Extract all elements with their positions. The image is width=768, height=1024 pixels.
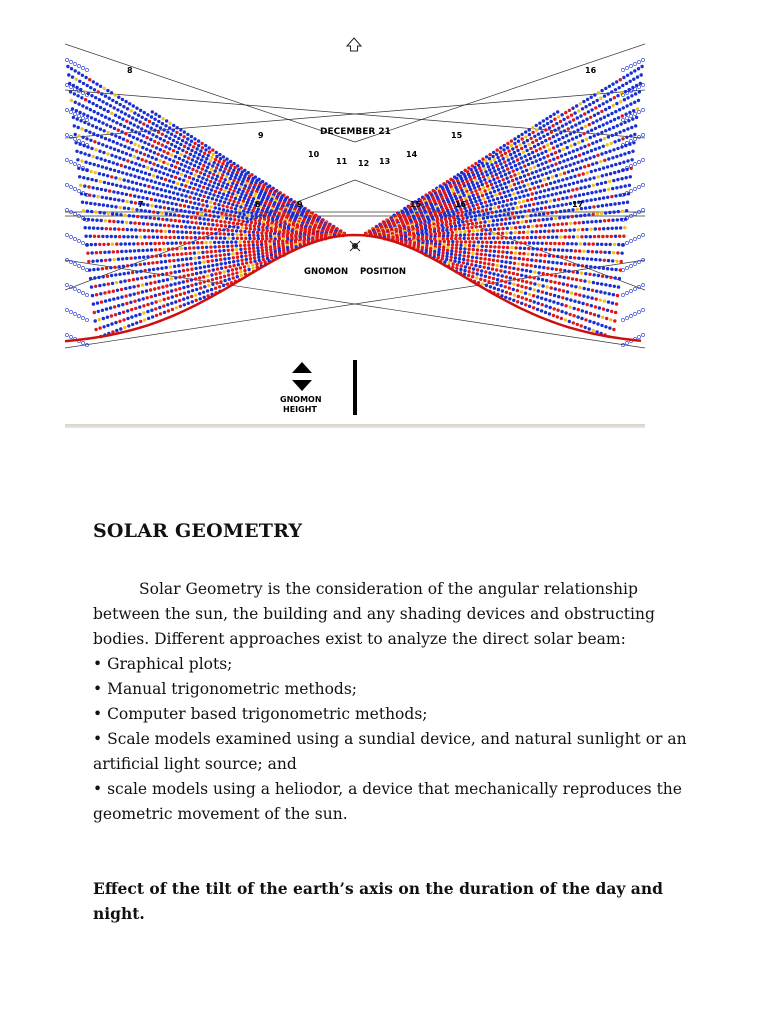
upper-hour-label: 8 <box>127 66 133 75</box>
subheading: Effect of the tilt of the earth’s axis on the duration of the day and night. <box>93 879 663 923</box>
bullet-item: • Graphical plots; <box>93 655 233 673</box>
bullet-item: • Computer based trigonometric methods; <box>93 705 428 723</box>
figure-divider <box>65 424 645 428</box>
bullet-item: • scale models using a heliodor, a device that mechanically reproduces the geometric movement of the sun. <box>93 780 682 823</box>
body-text <box>93 577 693 827</box>
upper-hour-label: 16 <box>585 66 597 75</box>
lower-hour-label: 8 <box>255 200 261 209</box>
lower-hour-label: 16 <box>455 200 467 209</box>
section-heading: SOLAR GEOMETRY <box>93 520 303 542</box>
bullet-item: • Manual trigonometric methods; <box>93 680 358 698</box>
lower-hour-label: 9 <box>297 200 303 209</box>
upper-hour-label: 15 <box>451 131 463 140</box>
date-label: DECEMBER 21 <box>320 127 391 137</box>
gnomon-bar <box>353 360 357 415</box>
upper-hour-label: 11 <box>336 157 348 166</box>
intro-paragraph: Solar Geometry is the consideration of the angular relationship between the sun, the building and any shading devices and obstructing bodies. Different approaches exist to analyze the direct solar beam: <box>93 580 655 648</box>
sundial-diagram <box>65 30 645 428</box>
gnomon-position-label: GNOMON POSITION <box>304 267 406 277</box>
lower-hour-label: 17 <box>572 200 584 209</box>
bullet-item: • Scale models examined using a sundial device, and natural sunlight or an artificial light source; and <box>93 730 687 773</box>
gnomon-height-label-line2: HEIGHT <box>283 405 317 414</box>
upper-hour-label: 13 <box>379 157 391 166</box>
lower-hour-label: 7 <box>138 200 144 209</box>
upper-hour-label: 9 <box>258 131 264 140</box>
lower-hour-label: 15 <box>410 200 422 209</box>
upper-hour-label: 12 <box>358 159 370 168</box>
gnomon-height-label-line1: GNOMON <box>280 395 322 404</box>
upper-hour-label: 10 <box>308 150 320 159</box>
upper-hour-label: 14 <box>406 150 418 159</box>
